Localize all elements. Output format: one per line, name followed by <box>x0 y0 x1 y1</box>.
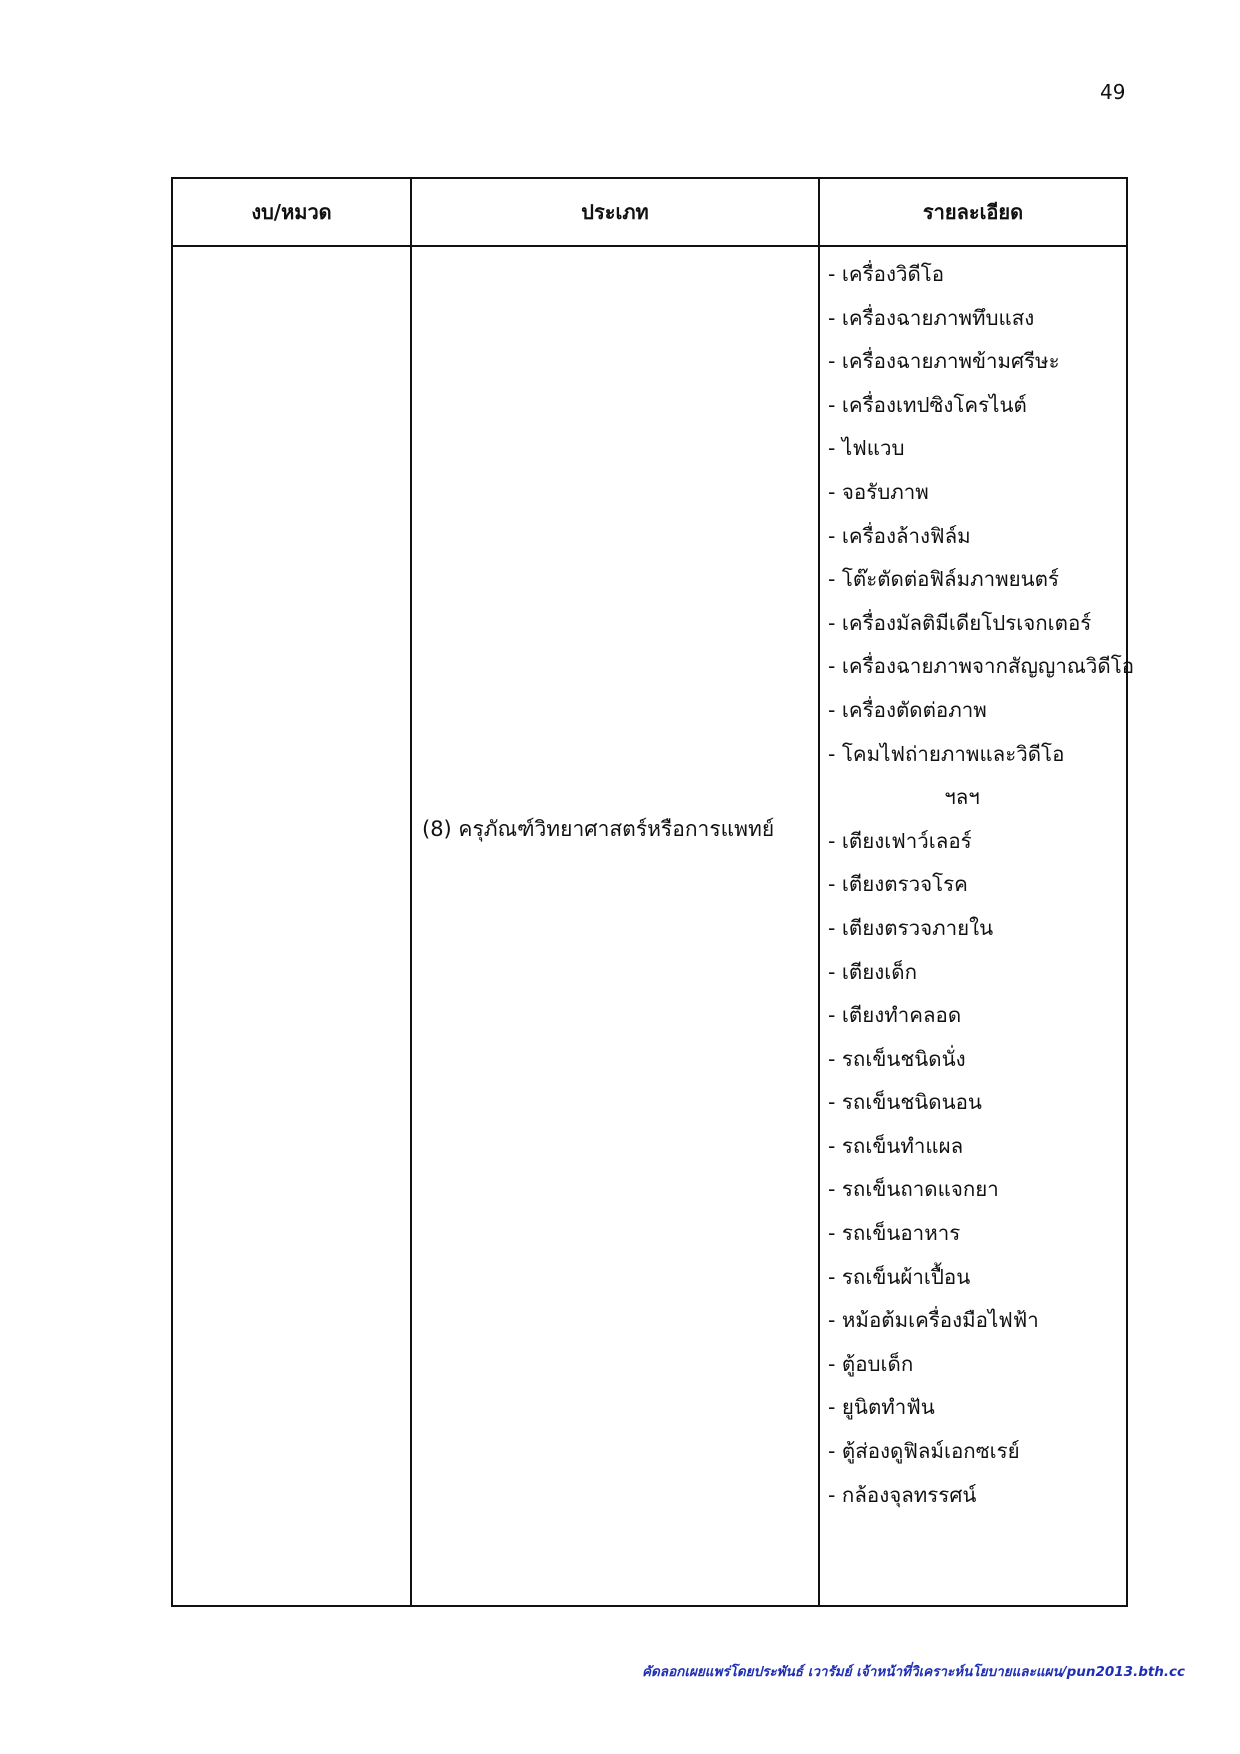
category-cell <box>172 246 411 1606</box>
detail-item: - จอรับภาพ <box>828 479 929 504</box>
detail-item: - โคมไฟถ่ายภาพและวิดีโอ <box>828 741 1065 766</box>
detail-item: ฯลฯ <box>944 785 980 810</box>
footer-credit: คัดลอกเผยแพร่โดยประพันธ์ เวารัมย์ เจ้าหน้าที่วิเคราะห์นโยบายและแผน/pun2013.bth.cc <box>642 1664 1186 1680</box>
detail-item: - ตู้อบเด็ก <box>828 1351 914 1376</box>
header-category: งบ/หมวด <box>172 178 411 246</box>
detail-item: - เครื่องวิดีโอ <box>828 262 945 286</box>
detail-item: - รถเข็นผ้าเปื้อน <box>828 1264 971 1289</box>
detail-item: - โต๊ะตัดต่อฟิล์มภาพยนตร์ <box>828 567 1059 592</box>
detail-item: - เครื่องฉายภาพทึบแสง <box>828 305 1035 330</box>
detail-item: - เตียงตรวจโรค <box>828 872 968 897</box>
detail-item: - เตียงเด็ก <box>828 959 917 984</box>
detail-item: - ไฟแวบ <box>828 436 905 461</box>
detail-item: - เครื่องตัดต่อภาพ <box>828 697 987 722</box>
detail-item: - รถเข็นชนิดนอน <box>828 1090 982 1115</box>
details-cell <box>819 246 1135 1606</box>
detail-item: - เครื่องมัลติมีเดียโปรเจกเตอร์ <box>828 610 1092 635</box>
detail-item: - ยูนิตทำฟัน <box>828 1395 935 1420</box>
detail-item: - หม้อต้มเครื่องมือไฟฟ้า <box>828 1308 1039 1333</box>
detail-item: - เครื่องเทปซิงโครไนต์ <box>828 392 1027 417</box>
budget-table <box>171 177 1135 1607</box>
detail-item: - เตียงตรวจภายใน <box>828 915 994 940</box>
type-label: (8) ครุภัณฑ์วิทยาศาสตร์หรือการแพทย์ <box>422 817 775 841</box>
details-list <box>820 247 1135 1517</box>
detail-item: - รถเข็นชนิดนั่ง <box>828 1046 966 1071</box>
detail-item: - รถเข็นถาดแจกยา <box>828 1177 999 1202</box>
type-cell <box>411 246 819 1606</box>
detail-item: - เครื่องฉายภาพข้ามศรีษะ <box>828 349 1060 374</box>
detail-item: - เครื่องล้างฟิล์ม <box>828 523 971 548</box>
table-row <box>172 246 1127 1606</box>
detail-item: - เครื่องฉายภาพจากสัญญาณวิดีโอ <box>828 654 1135 679</box>
detail-item: - เตียงทำคลอด <box>828 1003 962 1028</box>
header-details: รายละเอียด <box>819 178 1127 246</box>
detail-item: - กล้องจุลทรรศน์ <box>828 1482 977 1507</box>
detail-item: - ตู้ส่องดูฟิลม์เอกซเรย์ <box>828 1439 1020 1464</box>
detail-item: - เตียงเฟาว์เลอร์ <box>828 828 972 853</box>
header-type: ประเภท <box>411 178 819 246</box>
table-header-row <box>172 178 1127 246</box>
page-number: 49 <box>1100 80 1126 104</box>
detail-item: - รถเข็นอาหาร <box>828 1221 961 1246</box>
detail-item: - รถเข็นทำแผล <box>828 1133 964 1158</box>
